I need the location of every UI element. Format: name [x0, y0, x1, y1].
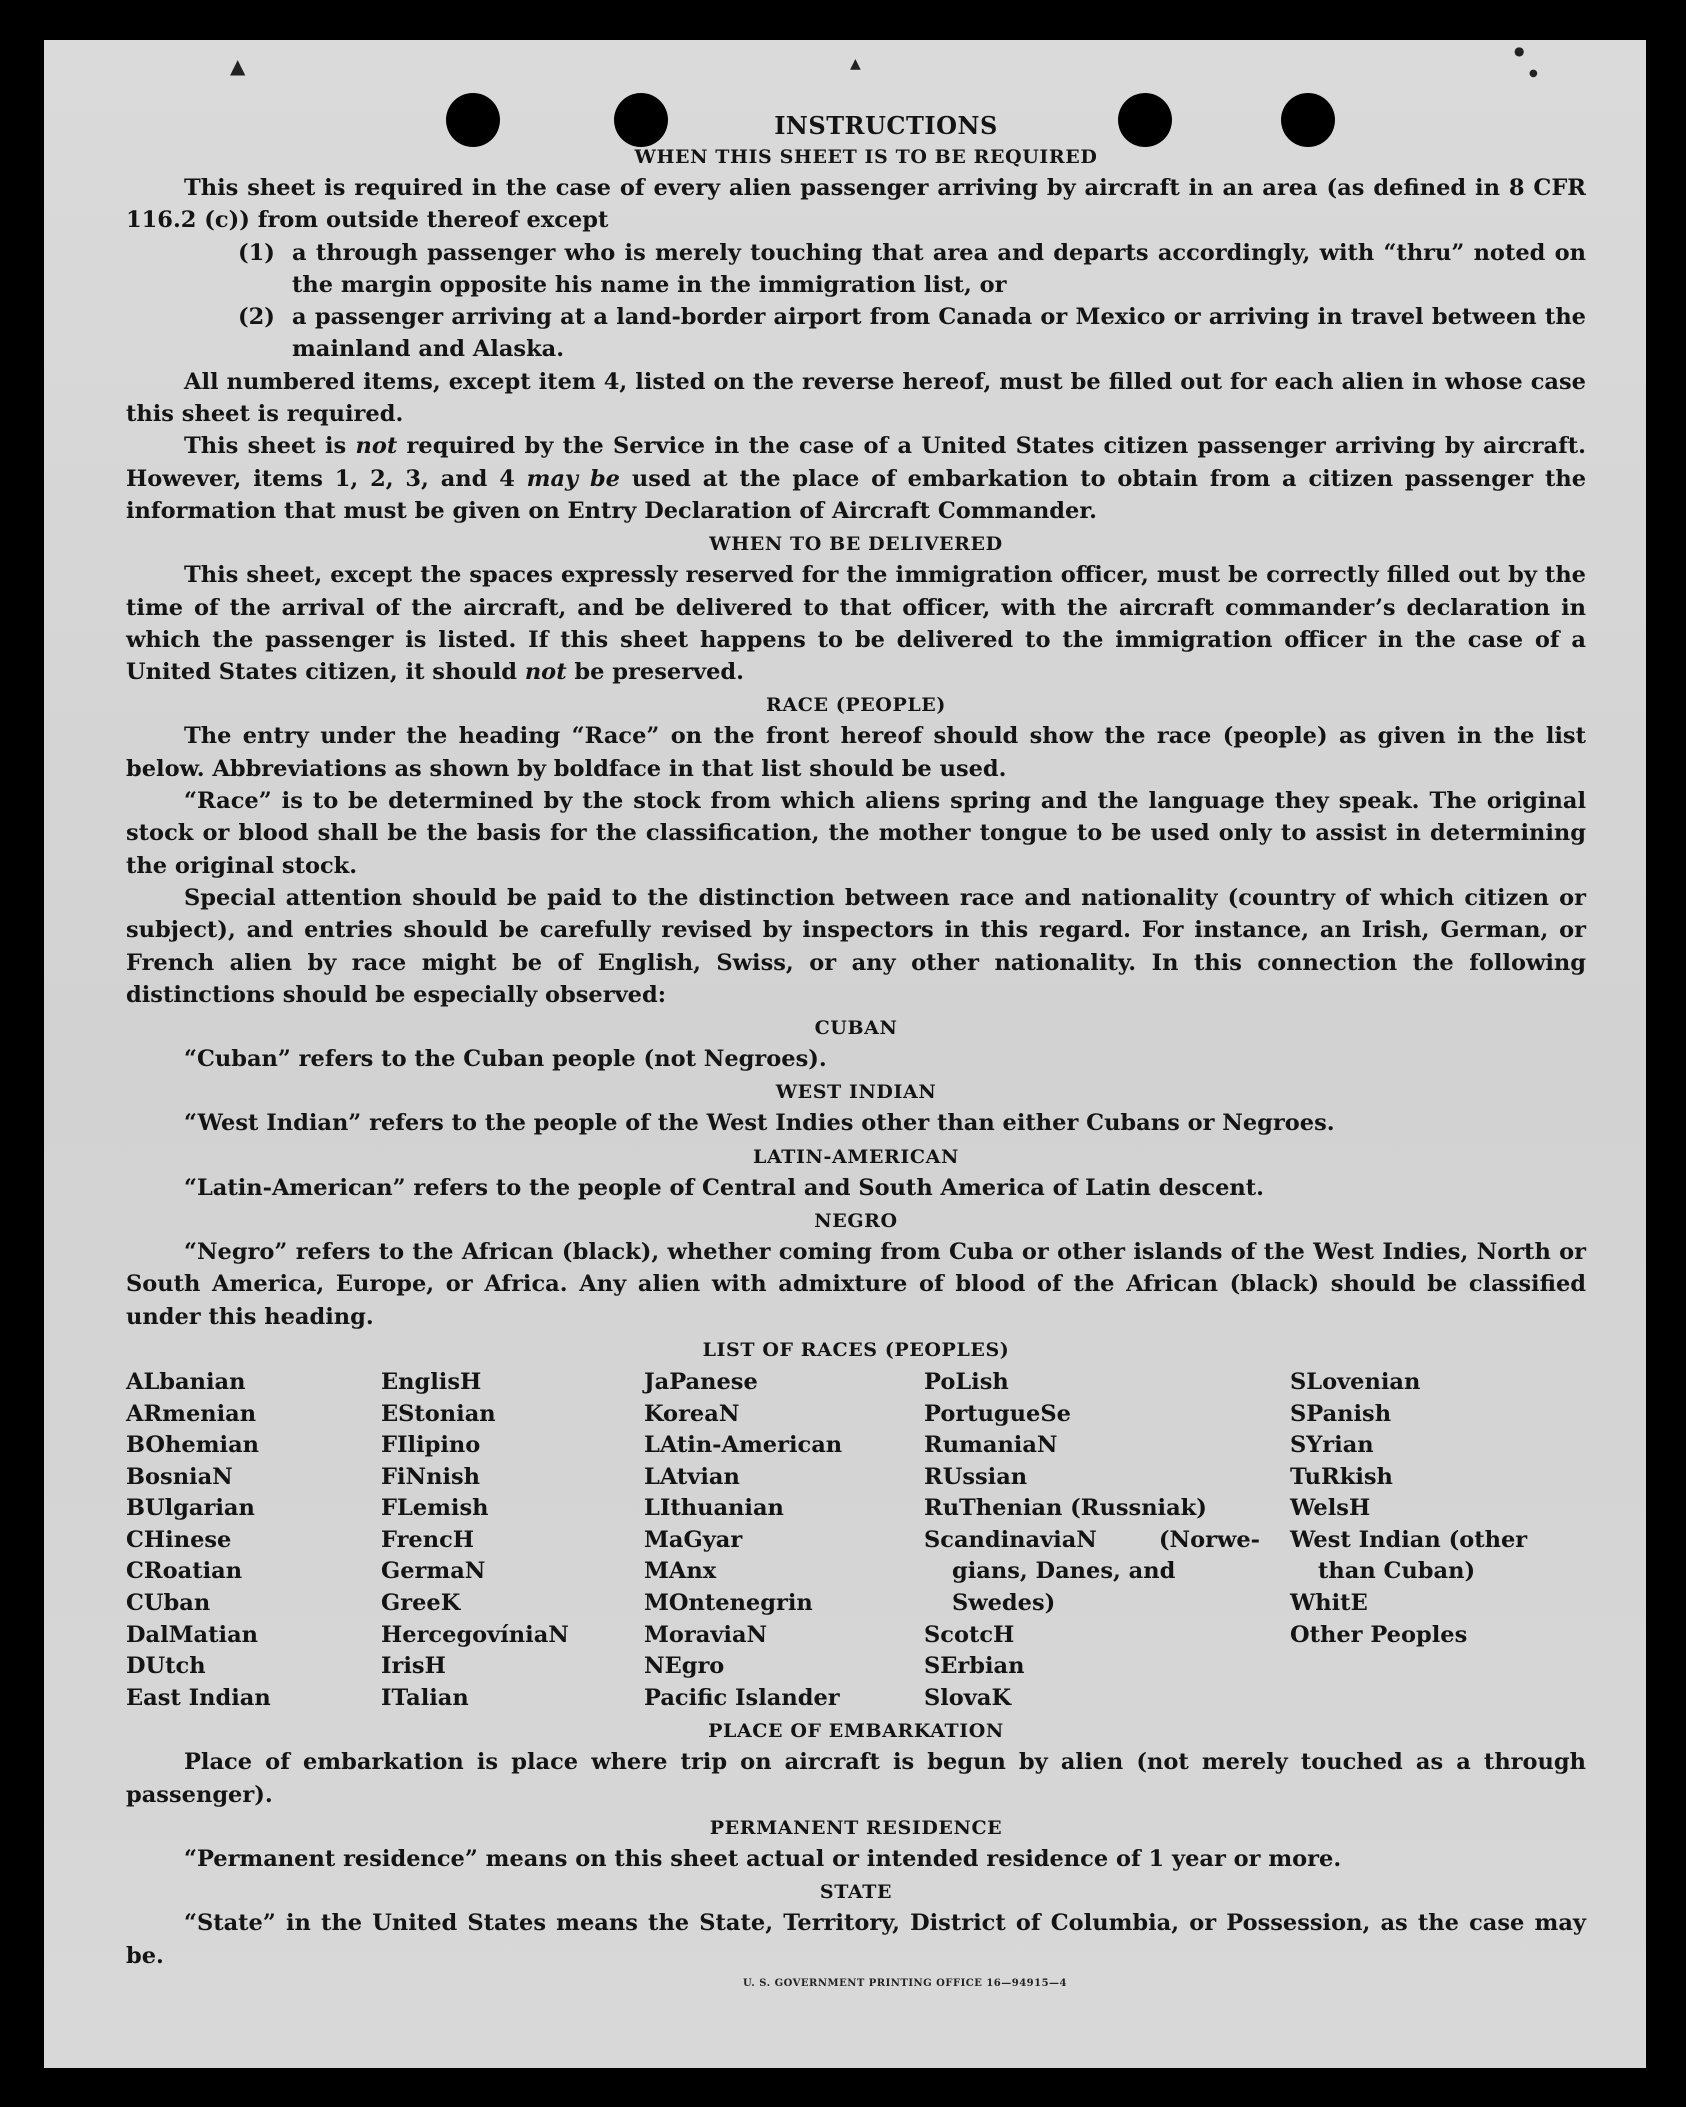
race-entry: SErbian — [924, 1653, 1025, 1680]
citizen-text: required by the Service in the case of a United States citizen passenger arriving by aircraft. However, items 1, 2, 3, and 4 — [126, 433, 1586, 492]
race-entry: BUlgarian — [126, 1495, 255, 1522]
citizen-paragraph — [126, 430, 1586, 527]
race-entry: GreeK — [381, 1590, 461, 1617]
section-heading-race: RACE (PEOPLE) — [766, 694, 946, 717]
race-entry: ALbanian — [126, 1368, 246, 1395]
race-entry: PoLish — [924, 1368, 1009, 1395]
scan-mark: ▲ — [230, 54, 246, 78]
race-entry: SlovaK — [924, 1684, 1012, 1711]
races-column — [924, 1367, 1290, 1715]
cuban-definition: “Cuban” refers to the Cuban people (not Negroes). — [184, 1046, 827, 1073]
races-column — [644, 1367, 924, 1715]
race-entry: LAtin-American — [644, 1432, 843, 1459]
exception-number: (2) — [238, 304, 275, 331]
emphasis-not: not — [355, 433, 398, 460]
race-entry: BosniaN — [126, 1463, 233, 1490]
section-heading-state: STATE — [819, 1881, 893, 1904]
section-heading-required: WHEN THIS SHEET IS TO BE REQUIRED — [634, 146, 1098, 168]
race-entry: TuRkish — [1290, 1463, 1393, 1490]
race-entry: RuThenian (Russniak) — [924, 1495, 1207, 1522]
section-heading-latin-american: LATIN-AMERICAN — [753, 1145, 959, 1168]
race-entry: HercegovíniaN — [381, 1621, 569, 1648]
race-entry: WhitE — [1290, 1590, 1368, 1617]
race-entry: SPanish — [1290, 1400, 1392, 1427]
race-entry: BOhemian — [126, 1432, 260, 1459]
west-indian-definition: “West Indian” refers to the people of the West Indies other than either Cubans or Negroes. — [184, 1110, 1335, 1137]
instructions-content — [126, 110, 1586, 1972]
required-intro: This sheet is required in the case of every alien passenger arriving by aircraft in an area (as defined in 8 CFR 116.2 (c)) from outside thereof except — [126, 175, 1586, 234]
race-entry: RumaniaN — [924, 1432, 1058, 1459]
race-paragraph: “Race” is to be determined by the stock from which aliens spring and the language they speak. The original stock or blood shall be the basis for the classification, the mother tongue to be used only to assist in determining the original stock. — [126, 788, 1586, 879]
race-entry: ARmenian — [126, 1400, 257, 1427]
scan-mark: ● — [1514, 44, 1525, 58]
race-entry: EStonian — [381, 1400, 496, 1427]
race-entry: RUssian — [924, 1463, 1028, 1490]
negro-definition: “Negro” refers to the African (black), whether coming from Cuba or other islands of the West Indies, North or South America, Europe, or Africa. Any alien with admixture of blood of the African (black) should be classified under this heading. — [126, 1239, 1586, 1330]
race-entry: KoreaN — [644, 1400, 740, 1427]
race-entry: JaPanese — [644, 1368, 758, 1395]
scan-mark: ● — [1529, 68, 1538, 79]
citizen-text: This sheet is — [184, 433, 356, 460]
scan-mark: ▲ — [850, 56, 861, 72]
race-entry: SYrian — [1290, 1432, 1374, 1459]
section-heading-embarkation: PLACE OF EMBARKATION — [708, 1720, 1004, 1743]
printer-imprint: U. S. GOVERNMENT PRINTING OFFICE 16—94915—4 — [743, 1978, 1067, 1989]
race-entry: LAtvian — [644, 1463, 740, 1490]
races-list — [126, 1367, 1586, 1715]
race-entry: West Indian (other — [1290, 1526, 1528, 1553]
race-entry: ScotcH — [924, 1621, 1015, 1648]
section-heading-residence: PERMANENT RESIDENCE — [709, 1817, 1003, 1840]
section-heading-delivered: WHEN TO BE DELIVERED — [709, 533, 1003, 556]
race-entry: CRoatian — [126, 1558, 243, 1585]
exception-text: a passenger arriving at a land-border airport from Canada or Mexico or arriving in travel between the mainland and Alaska. — [292, 304, 1586, 363]
delivered-text: This sheet, except the spaces expressly reserved for the immigration officer, must be correctly filled out by the time of the arrival of the aircraft, and be delivered to that officer, with the aircraft commander’s declaration in which the passenger is listed. If this sheet happens to be delivered to the immigration officer in the case of a United States citizen, it should — [126, 562, 1586, 686]
race-entry: CUban — [126, 1590, 211, 1617]
delivered-text: be preserved. — [566, 659, 745, 686]
section-heading-cuban: CUBAN — [814, 1017, 898, 1040]
race-entry: CHinese — [126, 1526, 232, 1553]
race-entry: GermaN — [381, 1558, 486, 1585]
exception-text: a through passenger who is merely touching that area and departs accordingly, with “thru” noted on the margin opposite his name in the immigration list, or — [292, 239, 1586, 298]
section-heading-west-indian: WEST INDIAN — [775, 1081, 937, 1104]
race-entry: LIthuanian — [644, 1495, 784, 1522]
exception-item — [126, 301, 1586, 366]
delivered-paragraph — [126, 559, 1586, 688]
race-entry: East Indian — [126, 1684, 271, 1711]
races-column — [1290, 1367, 1550, 1715]
document-page — [44, 40, 1646, 2068]
exception-item — [126, 237, 1586, 302]
race-entry: DalMatian — [126, 1621, 259, 1648]
race-paragraph: Special attention should be paid to the distinction between race and nationality (country of which citizen or subject), and entries should be carefully revised by inspectors in this regard. For instance, an Irish, German, or French alien by race might be of English, Swiss, or any other nationality. In this connection the following distinctions should be especially observed: — [126, 884, 1586, 1008]
section-heading-races-list: LIST OF RACES (PEOPLES) — [702, 1338, 1010, 1361]
race-entry: MaGyar — [644, 1526, 743, 1553]
race-entry: MoraviaN — [644, 1621, 768, 1648]
race-entry: WelsH — [1290, 1495, 1371, 1522]
race-entry: Pacific Islander — [644, 1684, 840, 1711]
residence-definition: “Permanent residence” means on this sheet actual or intended residence of 1 year or more. — [184, 1846, 1342, 1873]
race-entry-continued: than Cuban) — [1318, 1558, 1476, 1585]
race-entry: EnglisH — [381, 1368, 482, 1395]
latin-american-definition: “Latin-American” refers to the people of Central and South America of Latin descent. — [184, 1174, 1264, 1201]
citizen-text: used at the place of embarkation to obtain from a citizen passenger the information that must be given on Entry Declaration of Aircraft Commander. — [126, 465, 1587, 524]
races-column — [381, 1367, 644, 1715]
race-entry: FrencH — [381, 1526, 475, 1553]
embarkation-definition: Place of embarkation is place where trip on aircraft is begun by alien (not merely touched as a through passenger). — [126, 1749, 1586, 1808]
races-column — [126, 1367, 381, 1715]
exception-number: (1) — [238, 239, 275, 266]
race-entry: ITalian — [381, 1684, 469, 1711]
state-definition: “State” in the United States means the State, Territory, District of Columbia, or Possession, as the case may be. — [126, 1910, 1586, 1969]
race-entry: FIlipino — [381, 1432, 481, 1459]
race-entry: DUtch — [126, 1653, 206, 1680]
race-paragraph: The entry under the heading “Race” on the front hereof should show the race (people) as given in the list below. Abbreviations as shown by boldface in that list should be used. — [126, 723, 1586, 782]
race-entry-continued: Swedes) — [952, 1590, 1056, 1617]
race-entry: ScandinaviaN (Norwe-gians, Danes, and — [924, 1526, 1260, 1585]
race-entry: MAnx — [644, 1558, 717, 1585]
race-entry: FLemish — [381, 1495, 489, 1522]
section-heading-negro: NEGRO — [814, 1210, 898, 1233]
emphasis-may-be: may be — [526, 465, 621, 492]
numbered-items-paragraph: All numbered items, except item 4, listed on the reverse hereof, must be filled out for each alien in whose case this sheet is required. — [126, 368, 1586, 428]
race-entry: Other Peoples — [1290, 1621, 1468, 1648]
race-entry: IrisH — [381, 1653, 446, 1680]
race-entry: PortugueSe — [924, 1400, 1071, 1427]
race-entry: FiNnish — [381, 1463, 481, 1490]
race-entry: NEgro — [644, 1653, 725, 1680]
page-title: INSTRUCTIONS — [774, 111, 998, 140]
race-entry: MOntenegrin — [644, 1590, 813, 1617]
emphasis-not: not — [524, 659, 567, 686]
race-entry: SLovenian — [1290, 1368, 1421, 1395]
